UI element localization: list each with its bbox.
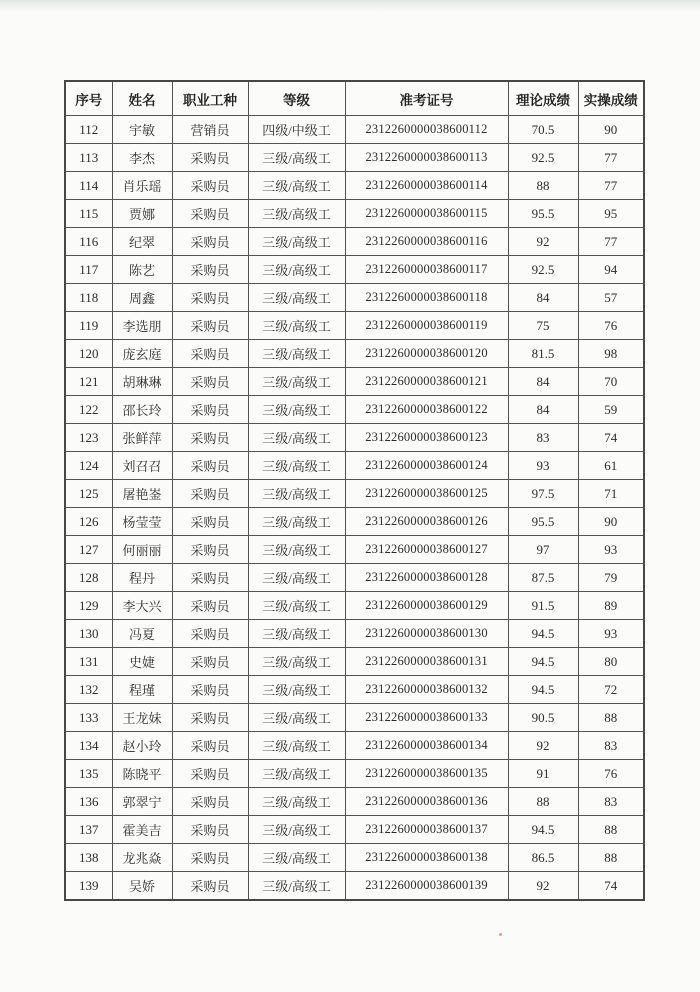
header-name: 姓名 — [112, 81, 172, 116]
cell-ticket-number: 2312260000038600132 — [345, 676, 508, 704]
table-row — [65, 788, 644, 816]
cell-practical-score: 61 — [578, 452, 644, 480]
cell-occupation: 营销员 — [172, 116, 248, 144]
cell-ticket-number: 2312260000038600131 — [345, 648, 508, 676]
cell-index: 119 — [65, 312, 112, 340]
cell-theory-score: 92 — [508, 228, 578, 256]
cell-level: 三级/高级工 — [248, 172, 345, 200]
cell-level: 三级/高级工 — [248, 396, 345, 424]
table-row — [65, 536, 644, 564]
cell-occupation: 采购员 — [172, 144, 248, 172]
cell-practical-score: 93 — [578, 620, 644, 648]
table-row — [65, 396, 644, 424]
cell-practical-score: 90 — [578, 116, 644, 144]
cell-index: 126 — [65, 508, 112, 536]
table-row — [65, 508, 644, 536]
cell-ticket-number: 2312260000038600134 — [345, 732, 508, 760]
cell-occupation: 采购员 — [172, 228, 248, 256]
table-row — [65, 760, 644, 788]
cell-occupation: 采购员 — [172, 368, 248, 396]
cell-theory-score: 94.5 — [508, 676, 578, 704]
cell-practical-score: 77 — [578, 228, 644, 256]
cell-index: 129 — [65, 592, 112, 620]
cell-name: 程瑾 — [112, 676, 172, 704]
cell-practical-score: 83 — [578, 788, 644, 816]
cell-name: 胡琳琳 — [112, 368, 172, 396]
cell-occupation: 采购员 — [172, 844, 248, 872]
table-row — [65, 480, 644, 508]
cell-level: 四级/中级工 — [248, 116, 345, 144]
cell-occupation: 采购员 — [172, 816, 248, 844]
cell-level: 三级/高级工 — [248, 620, 345, 648]
cell-level: 三级/高级工 — [248, 844, 345, 872]
cell-ticket-number: 2312260000038600128 — [345, 564, 508, 592]
cell-theory-score: 97 — [508, 536, 578, 564]
cell-level: 三级/高级工 — [248, 340, 345, 368]
cell-name: 刘召召 — [112, 452, 172, 480]
cell-theory-score: 92.5 — [508, 144, 578, 172]
cell-name: 周鑫 — [112, 284, 172, 312]
cell-practical-score: 71 — [578, 480, 644, 508]
cell-theory-score: 92.5 — [508, 256, 578, 284]
cell-occupation: 采购员 — [172, 256, 248, 284]
cell-practical-score: 88 — [578, 844, 644, 872]
cell-occupation: 采购员 — [172, 676, 248, 704]
cell-occupation: 采购员 — [172, 284, 248, 312]
header-practical-score: 实操成绩 — [578, 81, 644, 116]
cell-occupation: 采购员 — [172, 452, 248, 480]
cell-name: 陈艺 — [112, 256, 172, 284]
cell-name: 何丽丽 — [112, 536, 172, 564]
cell-occupation: 采购员 — [172, 788, 248, 816]
cell-level: 三级/高级工 — [248, 760, 345, 788]
cell-ticket-number: 2312260000038600122 — [345, 396, 508, 424]
cell-index: 131 — [65, 648, 112, 676]
cell-theory-score: 90.5 — [508, 704, 578, 732]
table-row — [65, 648, 644, 676]
table-row — [65, 844, 644, 872]
cell-name: 纪翠 — [112, 228, 172, 256]
cell-theory-score: 81.5 — [508, 340, 578, 368]
cell-name: 程丹 — [112, 564, 172, 592]
cell-index: 134 — [65, 732, 112, 760]
cell-name: 霍美吉 — [112, 816, 172, 844]
table-row — [65, 424, 644, 452]
cell-index: 137 — [65, 816, 112, 844]
cell-ticket-number: 2312260000038600136 — [345, 788, 508, 816]
cell-ticket-number: 2312260000038600114 — [345, 172, 508, 200]
cell-level: 三级/高级工 — [248, 704, 345, 732]
table-row — [65, 116, 644, 144]
cell-name: 杨莹莹 — [112, 508, 172, 536]
table-row — [65, 200, 644, 228]
cell-practical-score: 88 — [578, 704, 644, 732]
cell-theory-score: 88 — [508, 788, 578, 816]
cell-practical-score: 76 — [578, 760, 644, 788]
table-row — [65, 732, 644, 760]
cell-theory-score: 91 — [508, 760, 578, 788]
table-row — [65, 172, 644, 200]
cell-practical-score: 77 — [578, 144, 644, 172]
cell-index: 116 — [65, 228, 112, 256]
cell-occupation: 采购员 — [172, 620, 248, 648]
cell-ticket-number: 2312260000038600125 — [345, 480, 508, 508]
cell-ticket-number: 2312260000038600126 — [345, 508, 508, 536]
table-row — [65, 872, 644, 901]
cell-theory-score: 75 — [508, 312, 578, 340]
cell-level: 三级/高级工 — [248, 144, 345, 172]
header-level: 等级 — [248, 81, 345, 116]
cell-occupation: 采购员 — [172, 172, 248, 200]
exam-score-table — [64, 80, 645, 901]
cell-occupation: 采购员 — [172, 704, 248, 732]
cell-practical-score: 77 — [578, 172, 644, 200]
cell-level: 三级/高级工 — [248, 424, 345, 452]
cell-level: 三级/高级工 — [248, 788, 345, 816]
cell-index: 130 — [65, 620, 112, 648]
cell-name: 张鲜萍 — [112, 424, 172, 452]
cell-index: 135 — [65, 760, 112, 788]
table-row — [65, 704, 644, 732]
cell-occupation: 采购员 — [172, 648, 248, 676]
cell-practical-score: 93 — [578, 536, 644, 564]
table-row — [65, 340, 644, 368]
cell-practical-score: 57 — [578, 284, 644, 312]
cell-ticket-number: 2312260000038600112 — [345, 116, 508, 144]
cell-practical-score: 80 — [578, 648, 644, 676]
cell-name: 贾娜 — [112, 200, 172, 228]
cell-index: 127 — [65, 536, 112, 564]
cell-name: 李选朋 — [112, 312, 172, 340]
cell-name: 龙兆焱 — [112, 844, 172, 872]
cell-name: 王龙妹 — [112, 704, 172, 732]
cell-name: 屠艳崟 — [112, 480, 172, 508]
header-index: 序号 — [65, 81, 112, 116]
cell-ticket-number: 2312260000038600120 — [345, 340, 508, 368]
cell-index: 112 — [65, 116, 112, 144]
table-row — [65, 452, 644, 480]
cell-practical-score: 94 — [578, 256, 644, 284]
cell-level: 三级/高级工 — [248, 872, 345, 901]
cell-theory-score: 97.5 — [508, 480, 578, 508]
cell-level: 三级/高级工 — [248, 592, 345, 620]
cell-practical-score: 98 — [578, 340, 644, 368]
cell-name: 邵长玲 — [112, 396, 172, 424]
cell-ticket-number: 2312260000038600133 — [345, 704, 508, 732]
cell-ticket-number: 2312260000038600135 — [345, 760, 508, 788]
cell-level: 三级/高级工 — [248, 536, 345, 564]
cell-level: 三级/高级工 — [248, 480, 345, 508]
table-row — [65, 676, 644, 704]
cell-practical-score: 79 — [578, 564, 644, 592]
table-row — [65, 144, 644, 172]
cell-practical-score: 74 — [578, 424, 644, 452]
header-ticket-number: 准考证号 — [345, 81, 508, 116]
cell-name: 李杰 — [112, 144, 172, 172]
cell-occupation: 采购员 — [172, 564, 248, 592]
cell-name: 宇敏 — [112, 116, 172, 144]
cell-theory-score: 86.5 — [508, 844, 578, 872]
cell-practical-score: 59 — [578, 396, 644, 424]
cell-theory-score: 88 — [508, 172, 578, 200]
cell-index: 128 — [65, 564, 112, 592]
cell-level: 三级/高级工 — [248, 508, 345, 536]
cell-ticket-number: 2312260000038600115 — [345, 200, 508, 228]
cell-index: 113 — [65, 144, 112, 172]
cell-theory-score: 94.5 — [508, 620, 578, 648]
cell-ticket-number: 2312260000038600116 — [345, 228, 508, 256]
cell-ticket-number: 2312260000038600137 — [345, 816, 508, 844]
cell-theory-score: 84 — [508, 396, 578, 424]
cell-theory-score: 91.5 — [508, 592, 578, 620]
cell-practical-score: 90 — [578, 508, 644, 536]
cell-index: 121 — [65, 368, 112, 396]
cell-index: 115 — [65, 200, 112, 228]
cell-name: 冯夏 — [112, 620, 172, 648]
cell-level: 三级/高级工 — [248, 676, 345, 704]
cell-occupation: 采购员 — [172, 536, 248, 564]
cell-theory-score: 70.5 — [508, 116, 578, 144]
cell-level: 三级/高级工 — [248, 228, 345, 256]
cell-index: 123 — [65, 424, 112, 452]
cell-practical-score: 76 — [578, 312, 644, 340]
cell-theory-score: 87.5 — [508, 564, 578, 592]
header-row — [65, 81, 644, 116]
table-row — [65, 312, 644, 340]
cell-occupation: 采购员 — [172, 424, 248, 452]
cell-theory-score: 94.5 — [508, 816, 578, 844]
cell-theory-score: 84 — [508, 368, 578, 396]
cell-index: 125 — [65, 480, 112, 508]
header-occupation: 职业工种 — [172, 81, 248, 116]
cell-name: 郭翠宁 — [112, 788, 172, 816]
cell-occupation: 采购员 — [172, 508, 248, 536]
cell-name: 吴娇 — [112, 872, 172, 901]
cell-index: 139 — [65, 872, 112, 901]
cell-practical-score: 83 — [578, 732, 644, 760]
table-row — [65, 284, 644, 312]
table-row — [65, 620, 644, 648]
cell-level: 三级/高级工 — [248, 200, 345, 228]
table-row — [65, 564, 644, 592]
cell-ticket-number: 2312260000038600123 — [345, 424, 508, 452]
cell-practical-score: 74 — [578, 872, 644, 901]
cell-ticket-number: 2312260000038600117 — [345, 256, 508, 284]
cell-occupation: 采购员 — [172, 872, 248, 901]
cell-theory-score: 92 — [508, 872, 578, 901]
cell-index: 120 — [65, 340, 112, 368]
cell-theory-score: 92 — [508, 732, 578, 760]
cell-occupation: 采购员 — [172, 200, 248, 228]
cell-practical-score: 89 — [578, 592, 644, 620]
cell-practical-score: 70 — [578, 368, 644, 396]
cell-ticket-number: 2312260000038600130 — [345, 620, 508, 648]
cell-index: 138 — [65, 844, 112, 872]
table-row — [65, 592, 644, 620]
table-body — [65, 116, 644, 901]
cell-practical-score: 72 — [578, 676, 644, 704]
cell-practical-score: 88 — [578, 816, 644, 844]
cell-level: 三级/高级工 — [248, 648, 345, 676]
cell-practical-score: 95 — [578, 200, 644, 228]
cell-index: 114 — [65, 172, 112, 200]
cell-theory-score: 93 — [508, 452, 578, 480]
cell-level: 三级/高级工 — [248, 732, 345, 760]
cell-theory-score: 84 — [508, 284, 578, 312]
scan-edge-top — [0, 0, 700, 12]
cell-index: 124 — [65, 452, 112, 480]
cell-name: 李大兴 — [112, 592, 172, 620]
cell-level: 三级/高级工 — [248, 284, 345, 312]
cell-occupation: 采购员 — [172, 396, 248, 424]
cell-name: 肖乐瑶 — [112, 172, 172, 200]
cell-level: 三级/高级工 — [248, 256, 345, 284]
cell-ticket-number: 2312260000038600124 — [345, 452, 508, 480]
cell-occupation: 采购员 — [172, 732, 248, 760]
cell-ticket-number: 2312260000038600119 — [345, 312, 508, 340]
cell-ticket-number: 2312260000038600121 — [345, 368, 508, 396]
cell-theory-score: 95.5 — [508, 200, 578, 228]
cell-ticket-number: 2312260000038600139 — [345, 872, 508, 901]
cell-index: 122 — [65, 396, 112, 424]
cell-ticket-number: 2312260000038600113 — [345, 144, 508, 172]
cell-level: 三级/高级工 — [248, 816, 345, 844]
cell-occupation: 采购员 — [172, 340, 248, 368]
cell-ticket-number: 2312260000038600138 — [345, 844, 508, 872]
cell-ticket-number: 2312260000038600127 — [345, 536, 508, 564]
cell-level: 三级/高级工 — [248, 564, 345, 592]
cell-theory-score: 94.5 — [508, 648, 578, 676]
cell-theory-score: 95.5 — [508, 508, 578, 536]
cell-index: 133 — [65, 704, 112, 732]
cell-name: 庞玄庭 — [112, 340, 172, 368]
cell-name: 赵小玲 — [112, 732, 172, 760]
table-row — [65, 228, 644, 256]
table-row — [65, 256, 644, 284]
cell-level: 三级/高级工 — [248, 312, 345, 340]
table-row — [65, 368, 644, 396]
cell-theory-score: 83 — [508, 424, 578, 452]
cell-ticket-number: 2312260000038600118 — [345, 284, 508, 312]
cell-index: 136 — [65, 788, 112, 816]
cell-occupation: 采购员 — [172, 592, 248, 620]
header-theory-score: 理论成绩 — [508, 81, 578, 116]
cell-occupation: 采购员 — [172, 312, 248, 340]
cell-index: 117 — [65, 256, 112, 284]
table-header — [65, 81, 644, 116]
cell-name: 史婕 — [112, 648, 172, 676]
cell-index: 132 — [65, 676, 112, 704]
cell-ticket-number: 2312260000038600129 — [345, 592, 508, 620]
scan-artifact-dot — [499, 933, 502, 936]
cell-occupation: 采购员 — [172, 760, 248, 788]
cell-occupation: 采购员 — [172, 480, 248, 508]
cell-level: 三级/高级工 — [248, 368, 345, 396]
cell-level: 三级/高级工 — [248, 452, 345, 480]
cell-name: 陈晓平 — [112, 760, 172, 788]
cell-index: 118 — [65, 284, 112, 312]
table-row — [65, 816, 644, 844]
